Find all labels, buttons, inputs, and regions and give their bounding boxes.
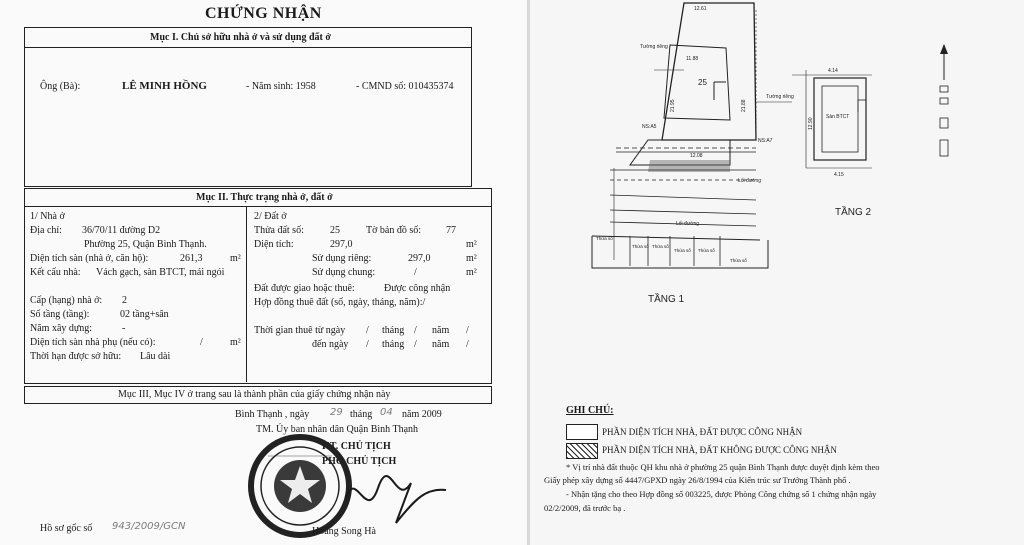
- floors-label: Số tầng (tầng):: [30, 309, 90, 320]
- year-built-value: -: [122, 323, 126, 334]
- floor1-label: TẦNG 1: [648, 294, 685, 305]
- signing-role1: KT. CHỦ TỊCH: [322, 441, 391, 452]
- lease-to-year: /: [466, 339, 469, 350]
- map-sheet-value: 77: [446, 225, 456, 236]
- structure-label: Kết cấu nhà:: [30, 267, 81, 278]
- ns-left-label: NS:A5: [642, 124, 657, 130]
- ownership-term-label: Thời hạn được sở hữu:: [30, 351, 122, 362]
- legend-recognized-label: PHẦN DIỆN TÍCH NHÀ, ĐẤT ĐƯỢC CÔNG NHẬN: [602, 427, 803, 437]
- note1-line1: * Vị trí nhà đất thuộc QH khu nhà ở phường 25 quận Bình Thạnh được duyệt định kèm theo: [566, 462, 880, 472]
- lease-to-day: /: [366, 339, 369, 350]
- signing-month-label: tháng: [350, 409, 373, 420]
- road-label: Lối đường: [738, 178, 762, 184]
- floor1-plan: [592, 3, 792, 268]
- land-area-label: Diện tích:: [254, 239, 294, 250]
- signing-month: 04: [380, 407, 393, 418]
- section2-column-divider: [246, 206, 247, 382]
- neighbor-label-6: Thửa số: [730, 258, 747, 263]
- private-use-value: 297,0: [408, 253, 431, 264]
- file-number-value: 943/2009/GCN: [112, 521, 186, 532]
- neighbor-label-5: Thửa số: [698, 248, 715, 253]
- neighbor-label-3: Thửa số: [652, 244, 669, 249]
- notes-heading: GHI CHÚ:: [566, 405, 614, 416]
- lease-contract-label: Hợp đồng thuê đất (số, ngày, tháng, năm):/: [254, 297, 426, 308]
- file-number-label: Hồ sơ gốc số: [40, 523, 93, 534]
- lease-to-month-label: tháng: [382, 339, 405, 350]
- dim-f2-bottom: 4.15: [834, 172, 844, 178]
- aux-area-unit: m²: [230, 337, 241, 348]
- section3-note: Mục III, Mục IV ở trang sau là thành phần của giấy chứng nhận này: [118, 389, 391, 400]
- lease-to-label: đến ngày: [312, 339, 349, 350]
- floor2-room-label: Sàn BTCT: [826, 114, 850, 120]
- legend-recognized-swatch: [566, 424, 598, 440]
- neighbor-label-4: Thửa số: [674, 248, 691, 253]
- private-use-label: Sử dụng riêng:: [312, 253, 372, 264]
- signing-date-prefix: Bình Thạnh , ngày: [235, 409, 310, 420]
- floors-value: 02 tầng+sân: [120, 309, 169, 320]
- shared-use-value: /: [414, 267, 417, 278]
- private-use-unit: m²: [466, 253, 477, 264]
- section1-header: Mục I. Chủ sở hữu nhà ở và sử dụng đất ở: [150, 32, 331, 43]
- plot-label: Thửa đất số:: [254, 225, 304, 236]
- plot-value: 25: [330, 225, 340, 236]
- shared-use-label: Sử dụng chung:: [312, 267, 376, 278]
- dim-bottom: 12.08: [690, 153, 703, 159]
- birth-year: - Năm sinh: 1958: [246, 81, 316, 92]
- certificate-title: CHỨNG NHẬN: [205, 5, 322, 22]
- floor-area-label: Diện tích sàn (nhà ở, căn hộ):: [30, 253, 149, 264]
- dim-right: 21.88: [741, 99, 747, 112]
- lease-from-label: Thời gian thuê từ ngày: [254, 325, 346, 336]
- handwritten-signature: [346, 476, 446, 523]
- road-label-2: Lối đường: [676, 221, 700, 227]
- section1-divider: [24, 47, 472, 48]
- owner-label: Ông (Bà):: [40, 81, 81, 92]
- section2-header: Mục II. Thực trạng nhà ở, đất ở: [196, 192, 333, 203]
- legend-not-recognized-swatch: [566, 443, 598, 459]
- signing-year: năm 2009: [402, 409, 442, 420]
- ns-right-label: NS:A7: [758, 138, 773, 144]
- address-line1: 36/70/11 đường D2: [82, 225, 161, 236]
- allocated-label: Đất được giao hoặc thuê:: [254, 283, 355, 294]
- section2-divider: [24, 206, 492, 207]
- lease-from-month: /: [414, 325, 417, 336]
- legend-not-recognized-label: PHẦN DIỆN TÍCH NHÀ, ĐẤT KHÔNG ĐƯỢC CÔNG NHẬN: [602, 445, 837, 455]
- owner-name: LÊ MINH HỒNG: [122, 80, 207, 92]
- wall-label-left: Tường riêng: [640, 44, 668, 50]
- land-heading: 2/ Đất ở: [254, 211, 287, 222]
- floor2-label: TẦNG 2: [835, 207, 872, 218]
- neighbor-label-2: Thửa số: [632, 244, 649, 249]
- note2-line2: 02/2/2009, đã trước bạ .: [544, 503, 626, 513]
- dim-top: 12.61: [694, 6, 707, 12]
- note1-line2: Giấy phép xây dựng số 4447/GPXD ngày 26/8/1994 của Kiến trúc sư Trưởng Thành phố .: [544, 475, 851, 485]
- signer-name: Hoàng Song Hà: [312, 526, 376, 537]
- floor-area-unit: m²: [230, 253, 241, 264]
- house-heading: 1/ Nhà ở: [30, 211, 65, 222]
- lease-from-day: /: [366, 325, 369, 336]
- aux-area-label: Diện tích sàn nhà phụ (nếu có):: [30, 337, 156, 348]
- grade-value: 2: [122, 295, 127, 306]
- allocated-value: Được công nhận: [384, 283, 451, 294]
- structure-value: Vách gạch, sàn BTCT, mái ngói: [96, 267, 225, 278]
- ownership-term-value: Lâu dài: [140, 351, 171, 362]
- north-arrow-icon: [940, 44, 948, 80]
- year-built-label: Năm xây dựng:: [30, 323, 93, 334]
- grade-label: Cấp (hạng) nhà ở:: [30, 295, 103, 306]
- id-number: - CMND số: 010435374: [356, 81, 454, 92]
- section1-box: [24, 27, 472, 187]
- signing-org: TM. Ủy ban nhân dân Quận Bình Thạnh: [256, 424, 419, 435]
- floor-area-value: 261,3: [180, 253, 203, 264]
- lease-to-month: /: [414, 339, 417, 350]
- lease-from-year-label: năm: [432, 325, 450, 336]
- official-seal: [251, 437, 349, 535]
- land-area-unit: m²: [466, 239, 477, 250]
- signing-role2: PHÓ CHỦ TỊCH: [322, 456, 397, 467]
- dim-f2-side: 12.90: [808, 117, 814, 130]
- plot-number-label: 25: [698, 78, 707, 87]
- lease-to-year-label: năm: [432, 339, 450, 350]
- wall-label-right: Tường riêng: [766, 94, 794, 100]
- neighbor-label-1: Thửa số: [596, 236, 613, 241]
- note2-line1: - Nhận tặng cho theo Hợp đồng số 003225, được Phòng Công chứng số 1 chứng nhận ngày: [566, 489, 877, 499]
- address-line2: Phường 25, Quận Bình Thạnh.: [84, 239, 207, 250]
- dim-inner: 11.88: [686, 56, 699, 62]
- margin-marks: [940, 86, 948, 156]
- address-label: Địa chỉ:: [30, 225, 62, 236]
- dim-f2-top: 4.14: [828, 68, 838, 74]
- land-area-value: 297,0: [330, 239, 353, 250]
- signing-day: 29: [330, 407, 343, 418]
- map-sheet-label: Tờ bản đồ số:: [366, 225, 422, 236]
- shared-use-unit: m²: [466, 267, 477, 278]
- dim-left: 21.95: [670, 99, 676, 112]
- lease-from-year: /: [466, 325, 469, 336]
- aux-area-value: /: [200, 337, 203, 348]
- lease-from-month-label: tháng: [382, 325, 405, 336]
